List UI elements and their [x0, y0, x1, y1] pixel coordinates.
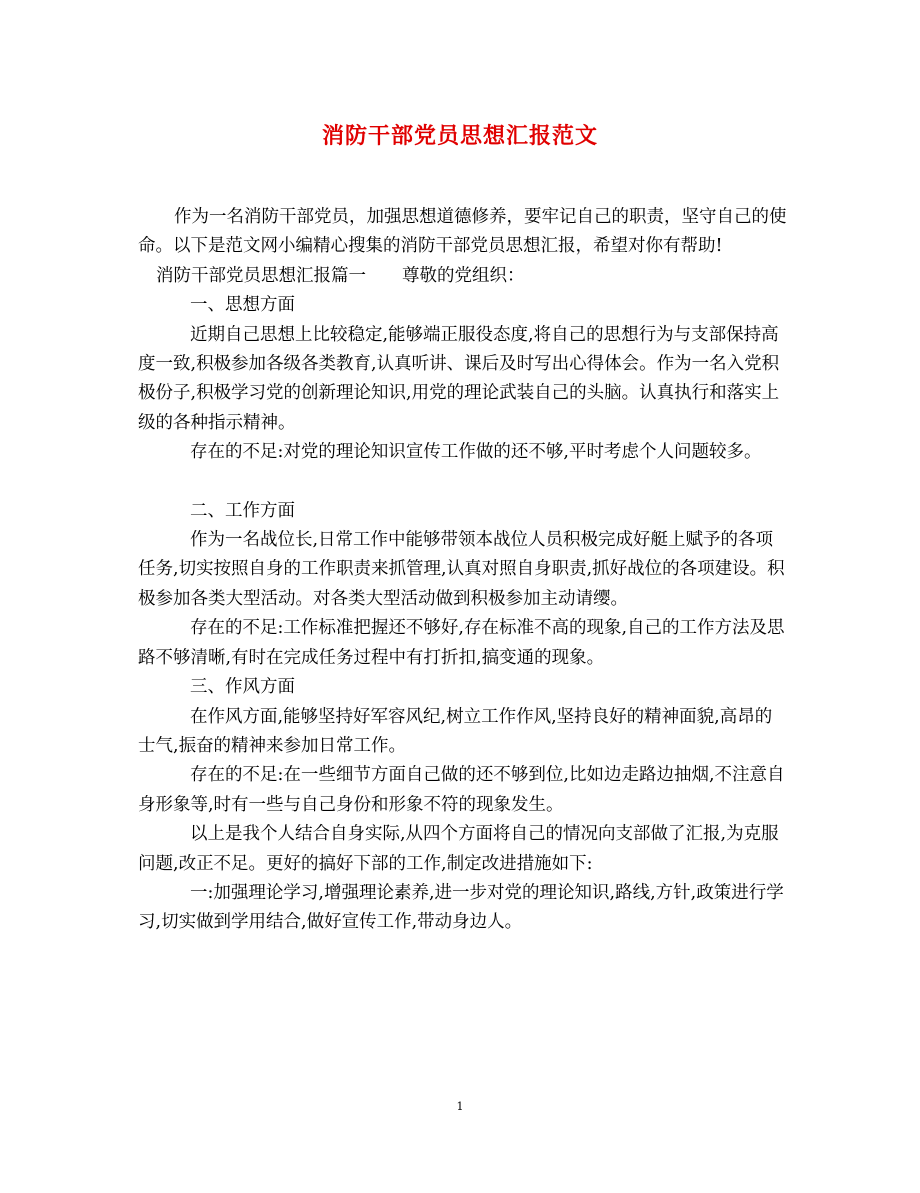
- document-body: [138, 203, 788, 938]
- paragraph-style: 在作风方面,能够坚持好军容风纪,树立工作作风,坚持良好的精神面貌,高昂的士气,振奋的精神来参加日常工作。: [138, 706, 773, 756]
- paragraph-summary: 以上是我个人结合自身实际,从四个方面将自己的情况向支部做了汇报,为克服问题,改正不足。更好的搞好下部的工作,制定改进措施如下:: [138, 824, 779, 874]
- page-number: 1: [456, 1100, 464, 1113]
- blank-line: [138, 468, 788, 497]
- paragraph-thought-shortcoming: 存在的不足:对党的理论知识宣传工作做的还不够,平时考虑个人问题较多。: [190, 442, 762, 463]
- intro-paragraph: 作为一名消防干部党员，加强思想道德修养，要牢记自己的职责，坚守自己的使命。以下是范文网小编精心搜集的消防干部党员思想汇报，希望对你有帮助!: [138, 207, 787, 257]
- heading-style: 三、作风方面: [190, 677, 295, 698]
- paragraph-thought: 近期自己思想上比较稳定,能够端正服役态度,将自己的思想行为与支部保持高度一致,积极参加各级各类教育,认真听讲、课后及时写出心得体会。作为一名入党积极份子,积极学习党的创新理论知识,用党的理论武装自己的头脑。认真执行和落实上级的各种指示精神。: [138, 324, 780, 433]
- paragraph-measure-one: 一:加强理论学习,增强理论素养,进一步对党的理论知识,路线,方针,政策进行学习,切实做到学用结合,做好宣传工作,带动身边人。: [138, 882, 784, 933]
- heading-work: 二、工作方面: [190, 500, 295, 521]
- heading-thought: 一、思想方面: [190, 295, 295, 316]
- document-title: 消防干部党员思想汇报范文: [321, 123, 598, 149]
- section-label: 消防干部党员思想汇报篇一: [156, 265, 366, 286]
- paragraph-work-shortcoming: 存在的不足:工作标准把握还不够好,存在标准不高的现象,自己的工作方法及思路不够清晰,有时在完成任务过程中有打折扣,搞变通的现象。: [138, 618, 785, 668]
- section-label-line: [138, 262, 788, 291]
- salutation: 尊敬的党组织：: [402, 265, 525, 286]
- paragraph-style-shortcoming: 存在的不足:在一些细节方面自己做的还不够到位,比如边走路边抽烟,不注意自身形象等,时有一些与自己身份和形象不符的现象发生。: [138, 765, 785, 815]
- paragraph-work: 作为一名战位长,日常工作中能够带领本战位人员积极完成好艇上赋予的各项任务,切实按照自身的工作职责来抓管理,认真对照自身职责,抓好战位的各项建设。积极参加各类大型活动。对各类大型活动做到积极参加主动请缨。: [138, 530, 785, 609]
